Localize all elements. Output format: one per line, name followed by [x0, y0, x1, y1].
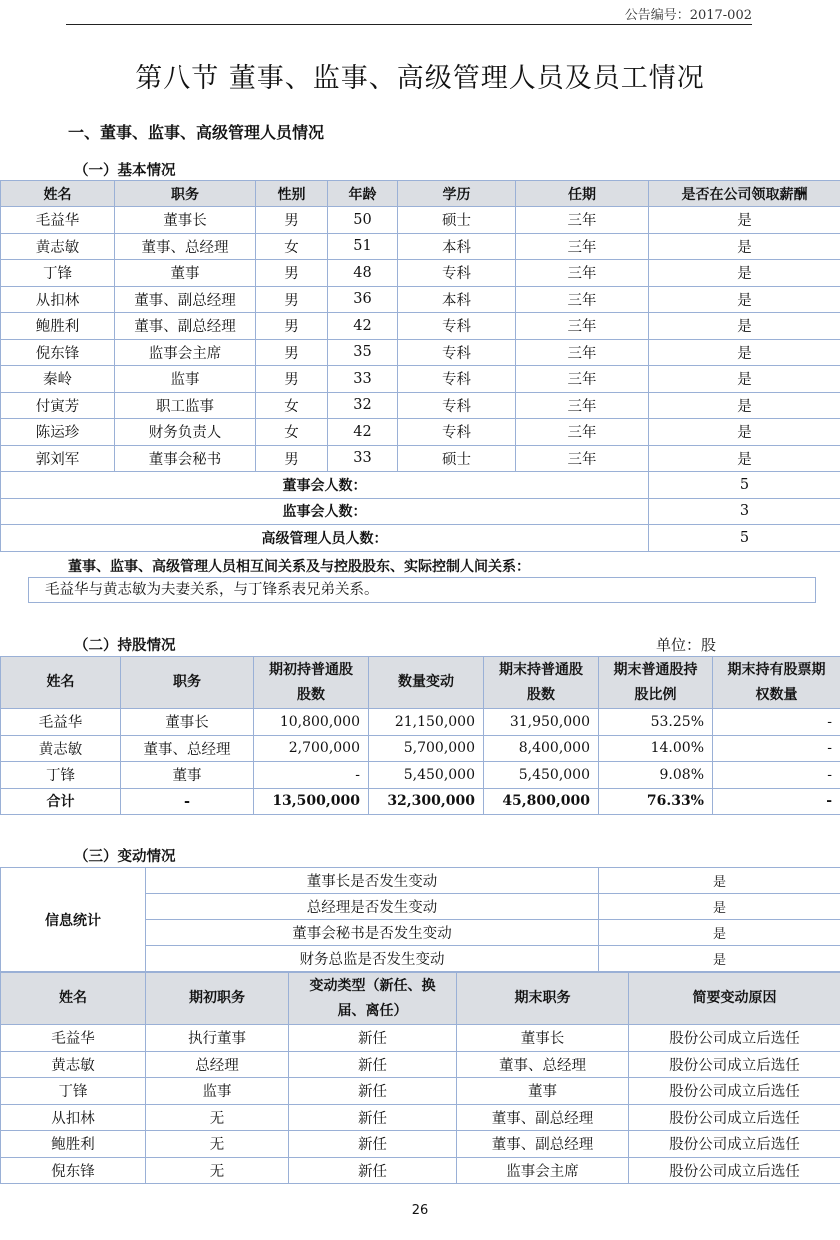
table-cell: 男: [256, 445, 328, 472]
total-cell: 76.33%: [599, 788, 713, 815]
table-row: [1, 709, 840, 736]
table-cell: -: [713, 735, 840, 762]
table-cell: 黄志敏: [1, 233, 115, 260]
changes-heading: （三）变动情况: [74, 849, 176, 865]
table-row: [1, 419, 840, 446]
table-cell: 10,800,000: [254, 709, 369, 736]
column-header: 期末持有股票期权数量: [713, 657, 840, 709]
info-row: [1, 868, 840, 894]
table-cell: 2,700,000: [254, 735, 369, 762]
table-cell: 股份公司成立后选任: [629, 1078, 840, 1105]
header-rule: [66, 24, 752, 25]
relation-label: 董事、监事、高级管理人员相互间关系及与控股股东、实际控制人间关系：: [68, 559, 530, 575]
table-cell: 倪东锋: [1, 1157, 146, 1184]
table-cell: 三年: [516, 392, 649, 419]
document-code: 公告编号：2017-002: [624, 8, 752, 23]
column-header: 变动类型（新任、换届、离任）: [289, 973, 457, 1025]
table-cell: 丁锋: [1, 260, 115, 287]
table-cell: 鲍胜利: [1, 313, 115, 340]
info-question: 董事会秘书是否发生变动: [146, 920, 599, 946]
column-header: 职务: [115, 181, 256, 207]
table-row: [1, 1051, 840, 1078]
section-heading: 一、董事、监事、高级管理人员情况: [68, 123, 325, 142]
table-cell: 是: [649, 207, 840, 234]
table-cell: 董事长: [121, 709, 254, 736]
info-answer: 是: [599, 920, 840, 946]
basic-info-heading: （一）基本情况: [74, 163, 176, 179]
column-header: 期末普通股持股比例: [599, 657, 713, 709]
summary-row: [1, 525, 840, 552]
table-row: [1, 762, 840, 789]
info-question: 财务总监是否发生变动: [146, 946, 599, 972]
table-row: [1, 233, 840, 260]
table-cell: 新任: [289, 1131, 457, 1158]
table-cell: 5,450,000: [369, 762, 484, 789]
change-detail-table: [0, 972, 840, 1184]
summary-label: 监事会人数：: [1, 498, 649, 525]
table-cell: 新任: [289, 1157, 457, 1184]
table-cell: 女: [256, 419, 328, 446]
table-cell: 三年: [516, 313, 649, 340]
table-cell: 陈运珍: [1, 419, 115, 446]
table-cell: 专科: [398, 419, 516, 446]
column-header: 年龄: [328, 181, 398, 207]
table-cell: 专科: [398, 260, 516, 287]
table-cell: 新任: [289, 1025, 457, 1052]
table-cell: 是: [649, 366, 840, 393]
table-cell: 51: [328, 233, 398, 260]
table-cell: 股份公司成立后选任: [629, 1104, 840, 1131]
table-cell: 5,450,000: [484, 762, 599, 789]
table-cell: 是: [649, 233, 840, 260]
column-header: 期末持普通股股数: [484, 657, 599, 709]
table-cell: 是: [649, 286, 840, 313]
column-header: 性别: [256, 181, 328, 207]
summary-value: 5: [649, 525, 840, 552]
table-row: [1, 1157, 840, 1184]
table-cell: 女: [256, 233, 328, 260]
table-row: [1, 260, 840, 287]
table-cell: 14.00%: [599, 735, 713, 762]
table-cell: 董事: [115, 260, 256, 287]
table-cell: 硕士: [398, 445, 516, 472]
table-cell: 三年: [516, 207, 649, 234]
column-header: 姓名: [1, 181, 115, 207]
table-cell: 三年: [516, 366, 649, 393]
table-row: [1, 339, 840, 366]
table-cell: 董事、副总经理: [115, 286, 256, 313]
table-cell: 是: [649, 392, 840, 419]
table-cell: 黄志敏: [1, 1051, 146, 1078]
table-cell: 8,400,000: [484, 735, 599, 762]
info-answer: 是: [599, 946, 840, 972]
table-cell: 新任: [289, 1078, 457, 1105]
table-cell: 男: [256, 313, 328, 340]
info-answer: 是: [599, 868, 840, 894]
summary-label: 董事会人数：: [1, 472, 649, 499]
table-cell: 毛益华: [1, 709, 121, 736]
table-cell: 董事长: [115, 207, 256, 234]
table-cell: 董事、副总经理: [457, 1131, 629, 1158]
table-cell: 三年: [516, 339, 649, 366]
basic-table-header: [1, 181, 840, 207]
table-cell: 是: [649, 339, 840, 366]
info-label: 信息统计: [1, 868, 146, 972]
table-cell: 秦岭: [1, 366, 115, 393]
table-row: [1, 735, 840, 762]
table-cell: 53.25%: [599, 709, 713, 736]
summary-row: [1, 472, 840, 499]
info-question: 总经理是否发生变动: [146, 894, 599, 920]
table-cell: 专科: [398, 313, 516, 340]
table-cell: 丁锋: [1, 1078, 146, 1105]
table-cell: 专科: [398, 339, 516, 366]
table-cell: 男: [256, 260, 328, 287]
column-header: 是否在公司领取薪酬: [649, 181, 840, 207]
table-row: [1, 1025, 840, 1052]
table-cell: 职工监事: [115, 392, 256, 419]
table-cell: 总经理: [146, 1051, 289, 1078]
table-cell: 付寅芳: [1, 392, 115, 419]
table-cell: 新任: [289, 1051, 457, 1078]
basic-info-table: [0, 180, 840, 552]
table-cell: 三年: [516, 419, 649, 446]
table-cell: 鲍胜利: [1, 1131, 146, 1158]
summary-value: 5: [649, 472, 840, 499]
column-header: 期末职务: [457, 973, 629, 1025]
table-cell: 35: [328, 339, 398, 366]
table-cell: 无: [146, 1131, 289, 1158]
total-cell: 45,800,000: [484, 788, 599, 815]
table-cell: 从扣林: [1, 1104, 146, 1131]
table-cell: 女: [256, 392, 328, 419]
table-row: [1, 286, 840, 313]
table-cell: 48: [328, 260, 398, 287]
table-cell: 倪东锋: [1, 339, 115, 366]
column-header: 职务: [121, 657, 254, 709]
table-cell: -: [254, 762, 369, 789]
table-cell: 男: [256, 207, 328, 234]
table-row: [1, 1078, 840, 1105]
table-cell: 股份公司成立后选任: [629, 1025, 840, 1052]
table-cell: 32: [328, 392, 398, 419]
holdings-table-header: [1, 657, 840, 709]
table-cell: 36: [328, 286, 398, 313]
table-row: [1, 392, 840, 419]
summary-row: [1, 498, 840, 525]
total-cell: 13,500,000: [254, 788, 369, 815]
table-cell: 从扣林: [1, 286, 115, 313]
table-row: [1, 1104, 840, 1131]
table-cell: 男: [256, 286, 328, 313]
info-answer: 是: [599, 894, 840, 920]
table-cell: 本科: [398, 233, 516, 260]
table-cell: 本科: [398, 286, 516, 313]
table-cell: 男: [256, 366, 328, 393]
table-cell: 监事: [146, 1078, 289, 1105]
change-table-header: [1, 973, 840, 1025]
column-header: 学历: [398, 181, 516, 207]
table-cell: -: [713, 762, 840, 789]
table-cell: 5,700,000: [369, 735, 484, 762]
table-cell: 专科: [398, 366, 516, 393]
column-header: 姓名: [1, 973, 146, 1025]
column-header: 期初持普通股股数: [254, 657, 369, 709]
page-title: 第八节 董事、监事、高级管理人员及员工情况: [135, 63, 705, 94]
table-row: [1, 445, 840, 472]
table-cell: 男: [256, 339, 328, 366]
column-header: 姓名: [1, 657, 121, 709]
table-cell: 董事、副总经理: [115, 313, 256, 340]
table-cell: 无: [146, 1104, 289, 1131]
table-cell: 50: [328, 207, 398, 234]
table-cell: 33: [328, 445, 398, 472]
table-cell: 董事、副总经理: [457, 1104, 629, 1131]
change-info-table: [0, 867, 840, 972]
column-header: 任期: [516, 181, 649, 207]
table-cell: 监事会主席: [457, 1157, 629, 1184]
relation-text: 毛益华与黄志敏为夫妻关系，与丁锋系表兄弟关系。: [28, 577, 816, 603]
table-cell: 是: [649, 260, 840, 287]
table-cell: 郭刘军: [1, 445, 115, 472]
table-cell: 硕士: [398, 207, 516, 234]
table-cell: 无: [146, 1157, 289, 1184]
table-cell: 董事、总经理: [115, 233, 256, 260]
info-question: 董事长是否发生变动: [146, 868, 599, 894]
table-cell: 专科: [398, 392, 516, 419]
table-cell: 丁锋: [1, 762, 121, 789]
table-cell: 31,950,000: [484, 709, 599, 736]
table-cell: -: [713, 709, 840, 736]
table-cell: 监事会主席: [115, 339, 256, 366]
total-cell: -: [121, 788, 254, 815]
table-cell: 三年: [516, 260, 649, 287]
table-cell: 33: [328, 366, 398, 393]
table-row: [1, 313, 840, 340]
total-cell: -: [713, 788, 840, 815]
holdings-heading: （二）持股情况: [74, 638, 176, 654]
column-header: 数量变动: [369, 657, 484, 709]
table-cell: 执行董事: [146, 1025, 289, 1052]
table-cell: 董事: [457, 1078, 629, 1105]
table-cell: 三年: [516, 445, 649, 472]
table-cell: 监事: [115, 366, 256, 393]
table-cell: 是: [649, 445, 840, 472]
table-cell: 三年: [516, 233, 649, 260]
column-header: 期初职务: [146, 973, 289, 1025]
table-cell: 董事、总经理: [457, 1051, 629, 1078]
table-cell: 董事长: [457, 1025, 629, 1052]
table-cell: 9.08%: [599, 762, 713, 789]
table-cell: 股份公司成立后选任: [629, 1131, 840, 1158]
table-cell: 董事会秘书: [115, 445, 256, 472]
table-row: [1, 207, 840, 234]
table-cell: 新任: [289, 1104, 457, 1131]
total-cell: 32,300,000: [369, 788, 484, 815]
column-header: 简要变动原因: [629, 973, 840, 1025]
table-cell: 毛益华: [1, 207, 115, 234]
table-cell: 42: [328, 313, 398, 340]
table-cell: 42: [328, 419, 398, 446]
summary-label: 高级管理人员人数：: [1, 525, 649, 552]
table-row: [1, 1131, 840, 1158]
table-cell: 黄志敏: [1, 735, 121, 762]
total-row: [1, 788, 840, 815]
table-cell: 毛益华: [1, 1025, 146, 1052]
table-cell: 三年: [516, 286, 649, 313]
holdings-table: [0, 656, 840, 815]
table-cell: 董事: [121, 762, 254, 789]
unit-label: 单位：股: [656, 636, 717, 654]
table-cell: 股份公司成立后选任: [629, 1157, 840, 1184]
table-cell: 21,150,000: [369, 709, 484, 736]
total-cell: 合计: [1, 788, 121, 815]
table-cell: 董事、总经理: [121, 735, 254, 762]
table-cell: 是: [649, 313, 840, 340]
table-cell: 财务负责人: [115, 419, 256, 446]
table-row: [1, 366, 840, 393]
summary-value: 3: [649, 498, 840, 525]
table-cell: 股份公司成立后选任: [629, 1051, 840, 1078]
table-cell: 是: [649, 419, 840, 446]
page-number: 26: [411, 1203, 429, 1218]
